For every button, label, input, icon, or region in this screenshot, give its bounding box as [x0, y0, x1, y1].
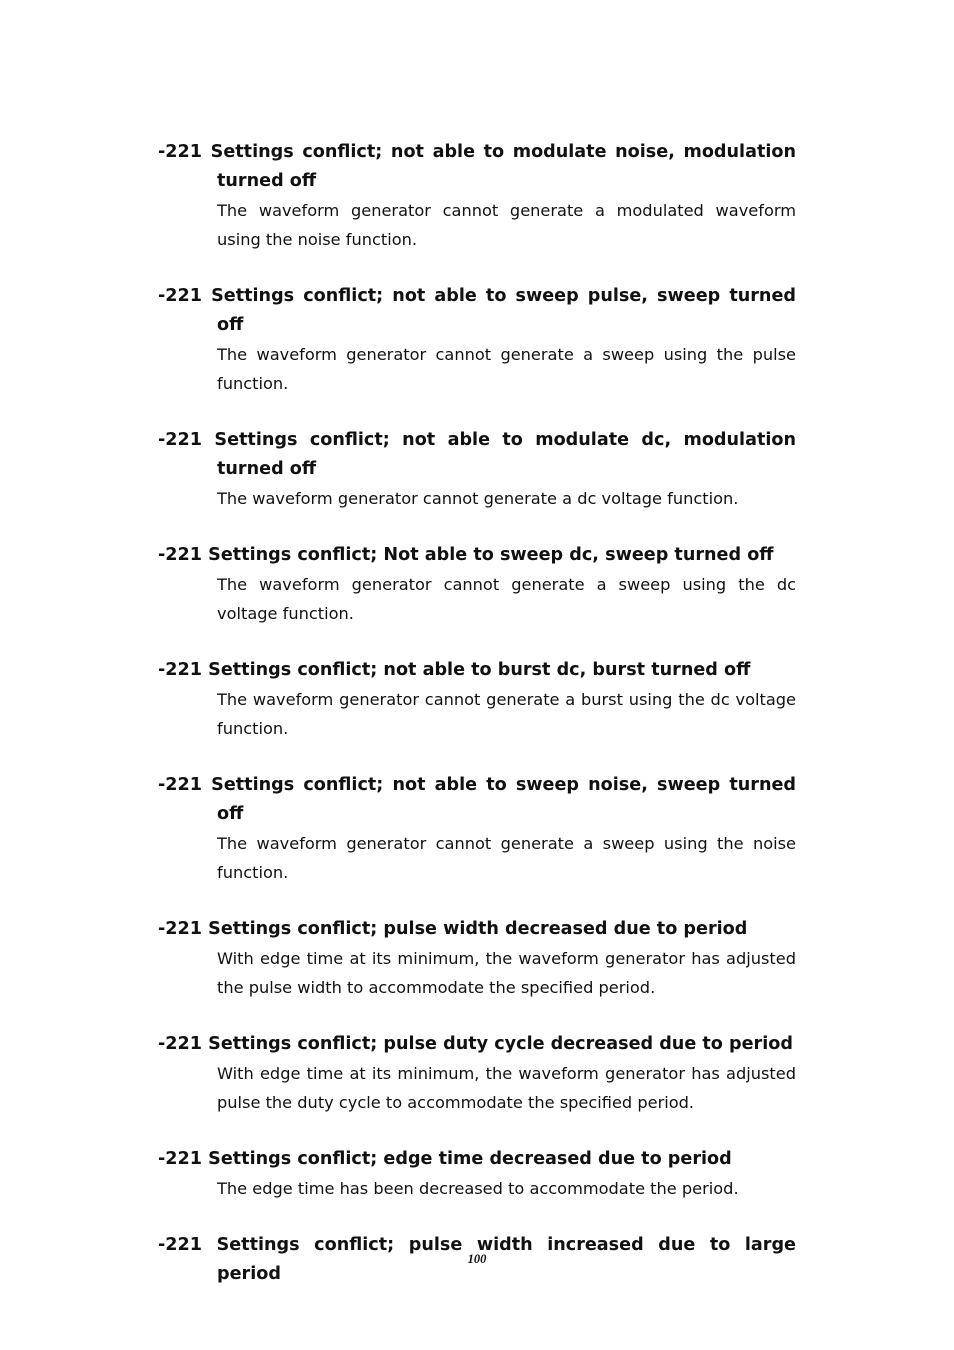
error-entry: [158, 138, 796, 254]
error-title: -221 Settings conflict; pulse width increased due to large period: [158, 1235, 796, 1284]
error-description: The waveform generator cannot generate a dc voltage function.: [217, 489, 739, 508]
error-entry: [158, 1030, 796, 1117]
error-title: -221 Settings conflict; pulse width decreased due to period: [158, 919, 748, 939]
error-entry: [158, 771, 796, 887]
error-description: The waveform generator cannot generate a burst using the dc voltage function.: [217, 690, 796, 738]
error-entry: [158, 915, 796, 1002]
error-entry: [158, 1145, 796, 1203]
error-entry: [158, 282, 796, 398]
error-title: -221 Settings conflict; not able to modulate dc, modulation turned off: [158, 430, 796, 479]
error-description: The edge time has been decreased to accommodate the period.: [217, 1179, 739, 1198]
error-entries: [158, 138, 796, 1317]
error-title: -221 Settings conflict; edge time decreased due to period: [158, 1149, 732, 1169]
error-title: -221 Settings conflict; not able to burst dc, burst turned off: [158, 660, 751, 680]
error-description: The waveform generator cannot generate a sweep using the noise function.: [217, 834, 796, 882]
error-description: With edge time at its minimum, the waveform generator has adjusted pulse the duty cycle to accommodate the specified period.: [217, 1064, 796, 1112]
error-title: -221 Settings conflict; not able to sweep noise, sweep turned off: [158, 775, 796, 824]
error-title: -221 Settings conflict; not able to sweep pulse, sweep turned off: [158, 286, 796, 335]
error-title: -221 Settings conflict; Not able to sweep dc, sweep turned off: [158, 545, 774, 565]
error-description: The waveform generator cannot generate a sweep using the pulse function.: [217, 345, 796, 393]
error-entry: [158, 656, 796, 743]
error-description: The waveform generator cannot generate a modulated waveform using the noise function.: [217, 201, 796, 249]
page-number: 100: [467, 1252, 487, 1266]
error-entry: [158, 426, 796, 513]
error-entry: [158, 541, 796, 628]
error-title: -221 Settings conflict; not able to modulate noise, modulation turned off: [158, 142, 796, 191]
error-description: With edge time at its minimum, the waveform generator has adjusted the pulse width to accommodate the specified period.: [217, 949, 796, 997]
error-title: -221 Settings conflict; pulse duty cycle decreased due to period: [158, 1034, 793, 1054]
error-description: The waveform generator cannot generate a sweep using the dc voltage function.: [217, 575, 796, 623]
